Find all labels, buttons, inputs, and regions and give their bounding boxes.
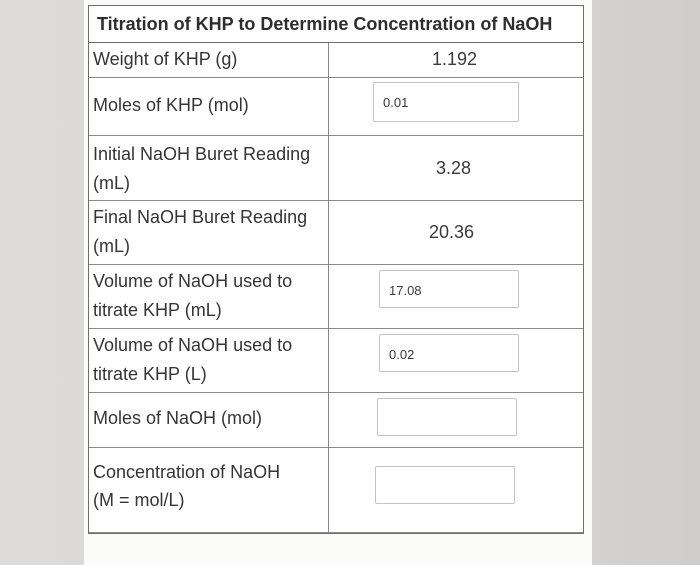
row-label-line2: titrate KHP (mL) xyxy=(93,300,222,320)
value-cell xyxy=(329,448,583,532)
value-cell xyxy=(329,136,583,200)
row-label-line2: (mL) xyxy=(93,173,130,193)
table-row xyxy=(89,265,583,329)
table-row xyxy=(89,136,583,201)
volume-naoh-l-input[interactable]: 0.02 xyxy=(379,334,519,372)
row-label xyxy=(89,201,329,264)
value-cell xyxy=(329,329,583,392)
row-label xyxy=(89,43,329,77)
initial-buret-value: 3.28 xyxy=(436,158,472,178)
table-row xyxy=(89,201,583,265)
value-cell xyxy=(329,265,583,328)
row-label-line1: Volume of NaOH used to xyxy=(93,335,293,355)
table-row xyxy=(89,393,583,448)
final-buret-value: 20.36 xyxy=(429,222,475,242)
value-cell xyxy=(329,43,583,77)
weight-khp-value: 1.192 xyxy=(432,49,478,69)
titration-table xyxy=(88,5,584,534)
row-label-line2: (mL) xyxy=(93,236,130,256)
moles-khp-input[interactable]: 0.01 xyxy=(373,82,519,122)
row-label-line1: Initial NaOH Buret Reading xyxy=(93,144,311,164)
row-label xyxy=(89,329,329,392)
row-label xyxy=(89,448,329,532)
table-row xyxy=(89,329,583,393)
row-label-line2: (M = mol/L) xyxy=(93,490,185,510)
row-label-text: Weight of KHP (g) xyxy=(93,49,238,69)
row-label xyxy=(89,136,329,200)
row-label-text: Moles of NaOH (mol) xyxy=(93,408,263,428)
row-label-line1: Concentration of NaOH xyxy=(93,462,281,482)
value-cell xyxy=(329,78,583,135)
table-row xyxy=(89,43,583,78)
concentration-naoh-input[interactable] xyxy=(375,466,515,504)
row-label-text: Moles of KHP (mol) xyxy=(93,95,249,115)
row-label-line1: Final NaOH Buret Reading xyxy=(93,207,308,227)
volume-naoh-ml-input[interactable]: 17.08 xyxy=(379,270,519,308)
table-row xyxy=(89,78,583,136)
row-label-line1: Volume of NaOH used to xyxy=(93,271,293,291)
row-label xyxy=(89,78,329,135)
table-title: Titration of KHP to Determine Concentration of NaOH xyxy=(89,6,583,43)
row-label-line2: titrate KHP (L) xyxy=(93,364,207,384)
value-cell xyxy=(329,393,583,447)
row-label xyxy=(89,393,329,447)
moles-naoh-input[interactable] xyxy=(377,398,517,436)
table-row xyxy=(89,448,583,533)
value-cell xyxy=(329,201,583,264)
row-label xyxy=(89,265,329,328)
